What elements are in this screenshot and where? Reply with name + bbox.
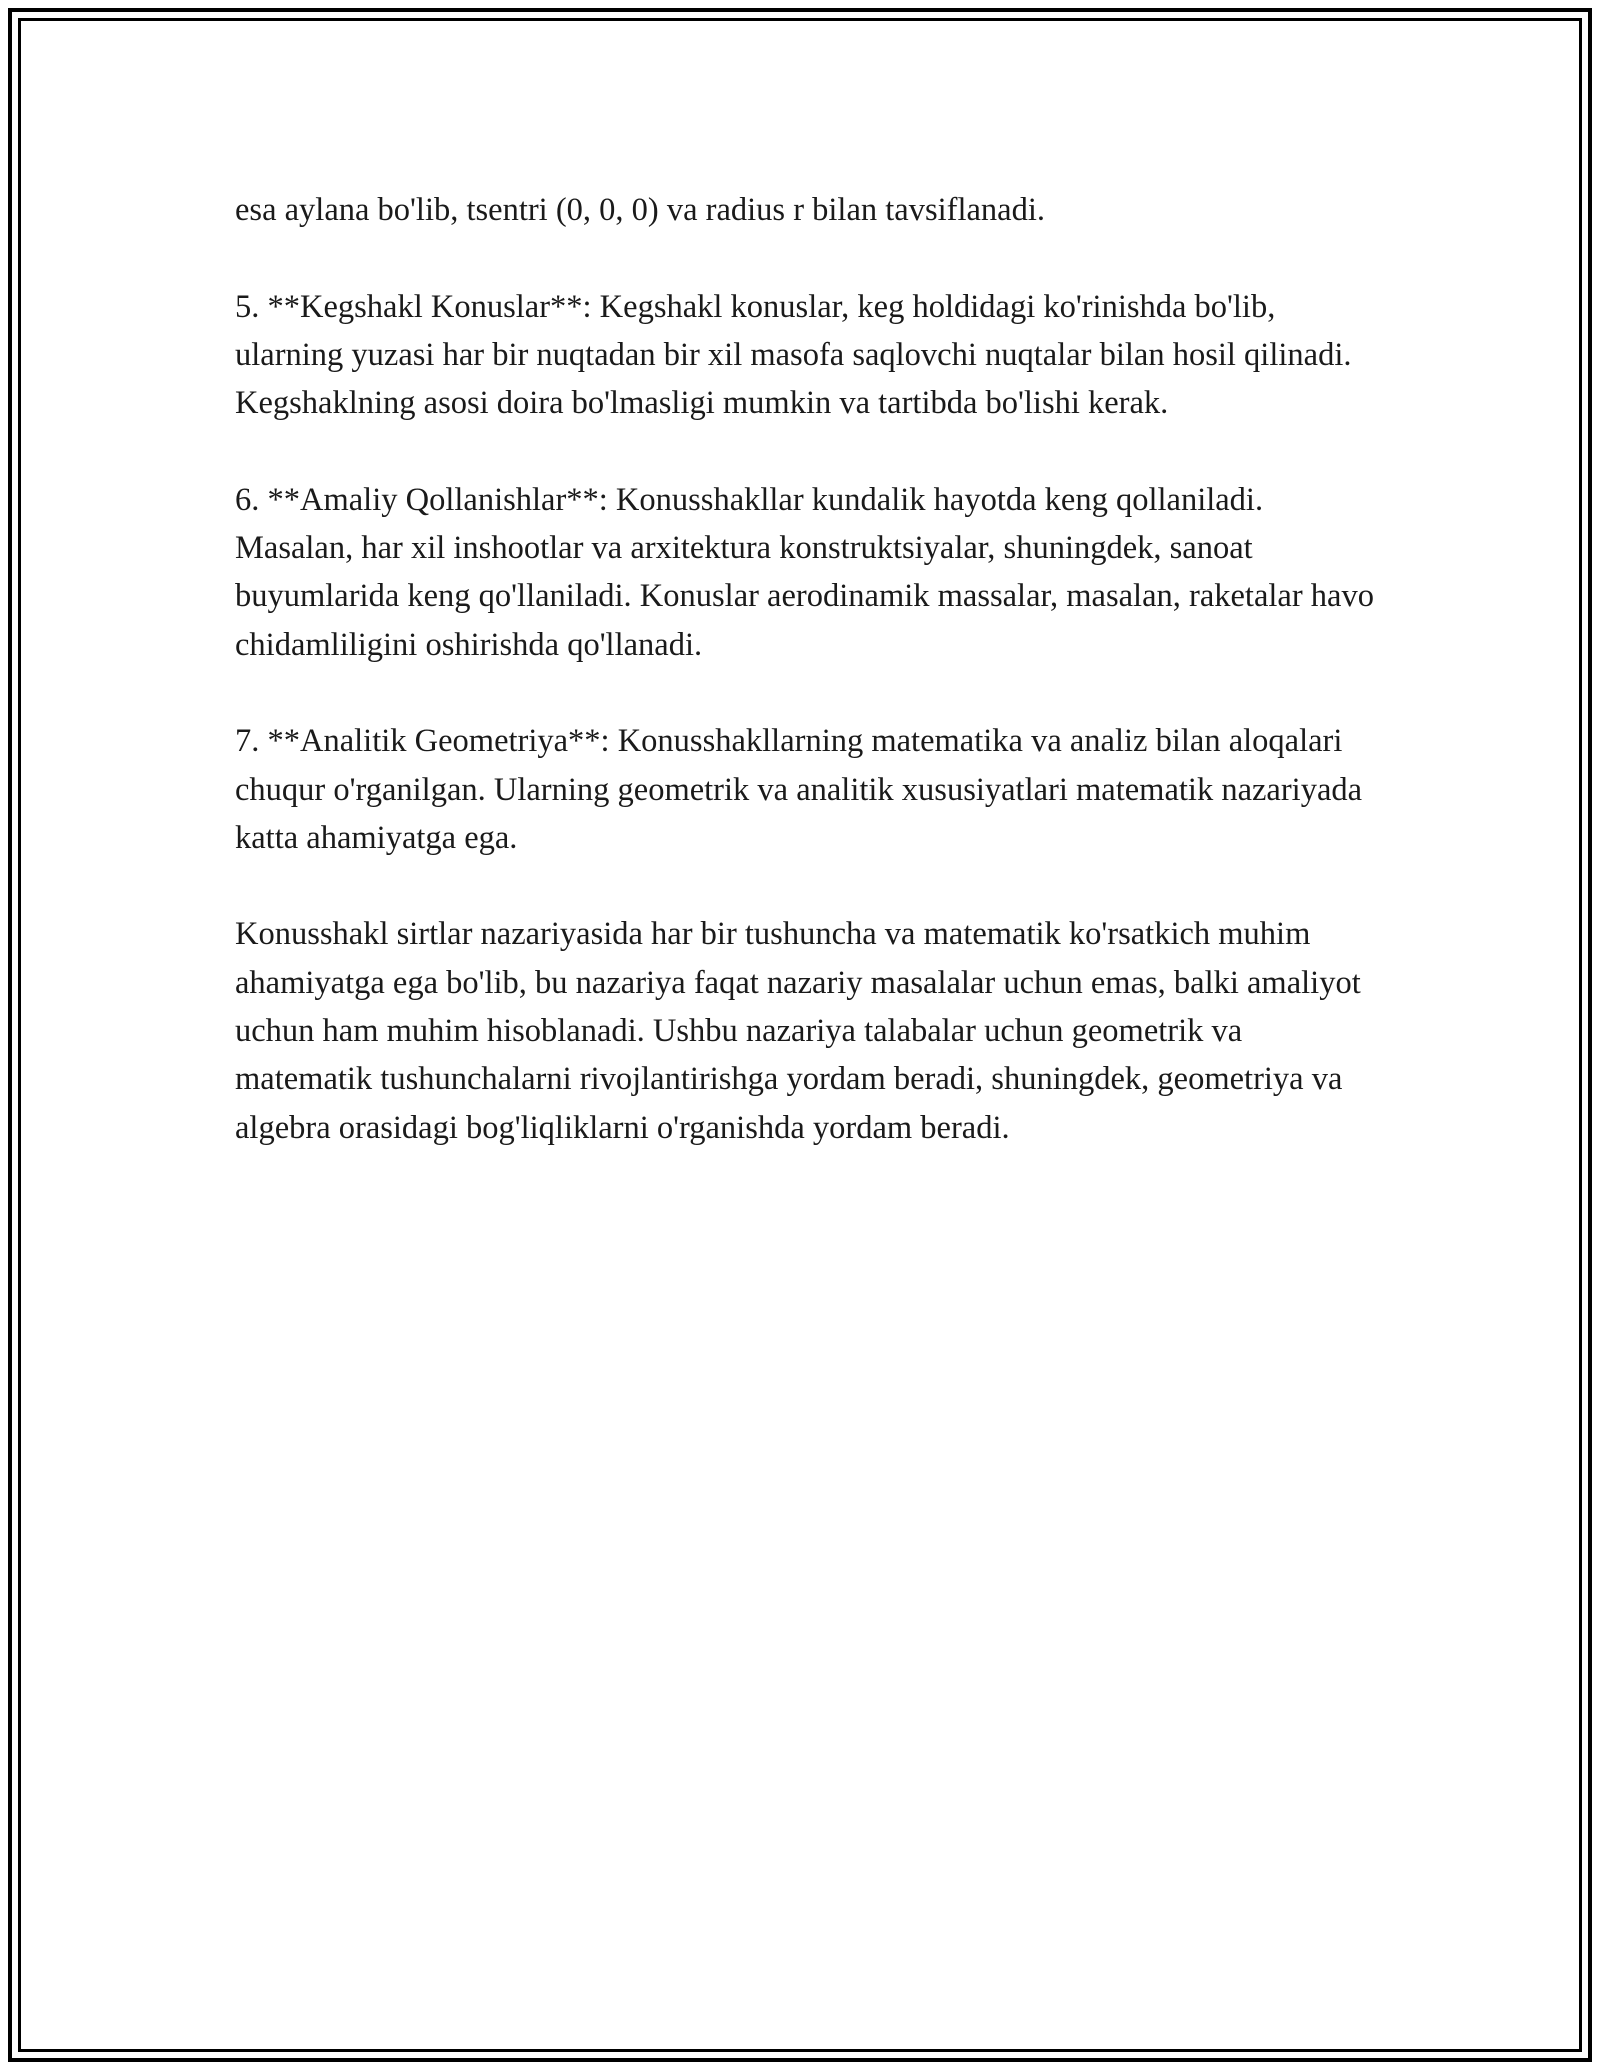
paragraph-item-6-amaliy-qollanishlar: 6. **Amaliy Qollanishlar**: Konusshakllar kundalik hayotda keng qollaniladi. Masalan, har xil inshootlar va arxitektura konstruktsiyalar, shuningdek, sanoat buyumlarida keng qo'llaniladi. Konuslar aerodinamik massalar, masalan, raketalar havo chidamliligini oshirishda qo'llanadi. [235,481,1374,663]
paragraph-item-5-kegshakl-konuslar: 5. **Kegshakl Konuslar**: Kegshakl konuslar, keg holdidagi ko'rinishda bo'lib, ularning yuzasi har bir nuqtadan bir xil masofa saqlovchi nuqtalar bilan hosil qilinadi. Kegshaklning asosi doira bo'lmasligi mumkin va tartibda bo'lishi kerak. [235,288,1352,422]
paragraph-continuation: esa aylana bo'lib, tsentri (0, 0, 0) va radius r bilan tavsiflanadi. [235,192,1045,228]
paragraph-item-7-analitik-geometriya: 7. **Analitik Geometriya**: Konusshakllarning matematika va analiz bilan aloqalari chuqur o'rganilgan. Ularning geometrik va analitik xususiyatlari matematik nazariyada katta ahamiyatga ega. [235,723,1363,856]
paragraph-conclusion: Konusshakl sirtlar nazariyasida har bir tushuncha va matematik ko'rsatkich muhim ahamiyatga ega bo'lib, bu nazariya faqat nazariy masalalar uchun emas, balki amaliyot uchun ham muhim hisoblanadi. Ushbu nazariya talabalar uchun geometrik va matematik tushunchalarni rivojlantirishga yordam beradi, shuningdek, geometriya va algebra orasidagi bog'liqliklarni o'rganishda yordam beradi. [235,916,1361,1146]
document-body [235,186,1385,1152]
